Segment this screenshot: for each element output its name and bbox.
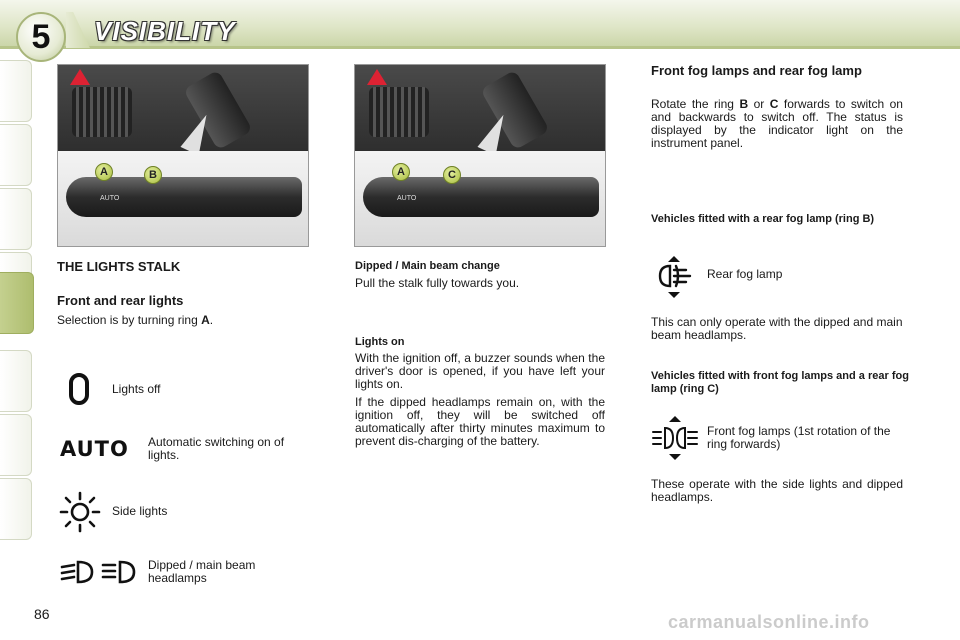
stalk-auto-marking: AUTO: [100, 195, 120, 202]
lights-on-paragraph-1: With the ignition off, a buzzer sounds when the driver's door is opened, if you have left your lights on.: [355, 351, 605, 391]
chapter-tab-3[interactable]: [0, 188, 32, 250]
ring-label-b: B: [144, 166, 162, 184]
chapter-tab-8[interactable]: [0, 478, 32, 540]
chapter-tab-6[interactable]: [0, 350, 32, 412]
front-fog-lamps-icon: [651, 414, 699, 467]
ring-label-a: A: [95, 163, 113, 181]
rear-fog-note: This can only operate with the dipped and main beam headlamps.: [651, 315, 903, 342]
rear-fog-title: Vehicles fitted with a rear fog lamp (ring B): [651, 213, 875, 225]
dipped-main-body: Pull the stalk fully towards you.: [355, 276, 520, 290]
front-fog-title: Vehicles fitted with front fog lamps and a rear fog lamp (ring C): [651, 370, 909, 395]
hazard-icon: [367, 69, 387, 85]
chapter-tab-strip: [0, 60, 34, 580]
chapter-tab-2[interactable]: [0, 124, 32, 186]
section-title-lights-stalk: THE LIGHTS STALK: [57, 259, 181, 274]
lights-off-label: Lights off: [112, 382, 161, 396]
auto-lights-label: Automatic switching on of lights.: [148, 435, 285, 462]
air-vent: [72, 87, 132, 137]
watermark: carmanualsonline.info: [668, 612, 870, 632]
side-lights-icon: [58, 490, 102, 539]
chapter-tab-5-active[interactable]: [0, 272, 34, 334]
stalk-photo-left: [57, 64, 309, 247]
auto-icon: AUTO: [60, 437, 129, 461]
ring-label-a: A: [392, 163, 410, 181]
front-fog-lamps-label: Front fog lamps (1st rotation of the ring forwards): [707, 424, 891, 451]
chapter-number: 5: [16, 12, 66, 62]
headlamps-label: Dipped / main beam headlamps: [148, 558, 256, 585]
hazard-icon: [70, 69, 90, 85]
selection-ring: A: [201, 313, 210, 327]
page-title: VISIBILITY: [94, 16, 236, 46]
ring-label-c: C: [443, 166, 461, 184]
lights-on-title: Lights on: [355, 336, 405, 348]
side-lights-label: Side lights: [112, 504, 168, 518]
chapter-tab-1[interactable]: [0, 60, 32, 122]
fog-lamps-title: Front fog lamps and rear fog lamp: [651, 63, 862, 78]
rear-fog-lamp-icon: [654, 254, 694, 305]
air-vent: [369, 87, 429, 137]
rear-fog-lamp-label: Rear fog lamp: [707, 267, 783, 281]
subsection-title-front-rear-lights: Front and rear lights: [57, 293, 184, 308]
dipped-main-title: Dipped / Main beam change: [355, 260, 500, 272]
fog-lamps-body: Rotate the ring B or C forwards to switch on and backwards to switch off. The status is displayed by the indicator light on the instrument panel.: [651, 97, 903, 150]
front-fog-note: These operate with the side lights and dipped headlamps.: [651, 477, 903, 504]
headlamps-icon: [58, 558, 142, 591]
lights-on-paragraph-2: If the dipped headlamps remain on, with the ignition off, they will be switched off automatically after thirty minutes maximum to prevent dis-charging of the battery.: [355, 395, 605, 448]
ring-zero-icon: [62, 372, 98, 411]
selection-text: Selection is by turning ring A.: [57, 313, 214, 327]
stalk-photo-right: [354, 64, 606, 247]
chapter-tab-7[interactable]: [0, 414, 32, 476]
stalk-auto-marking: AUTO: [397, 195, 417, 202]
page-number: 86: [34, 606, 50, 622]
